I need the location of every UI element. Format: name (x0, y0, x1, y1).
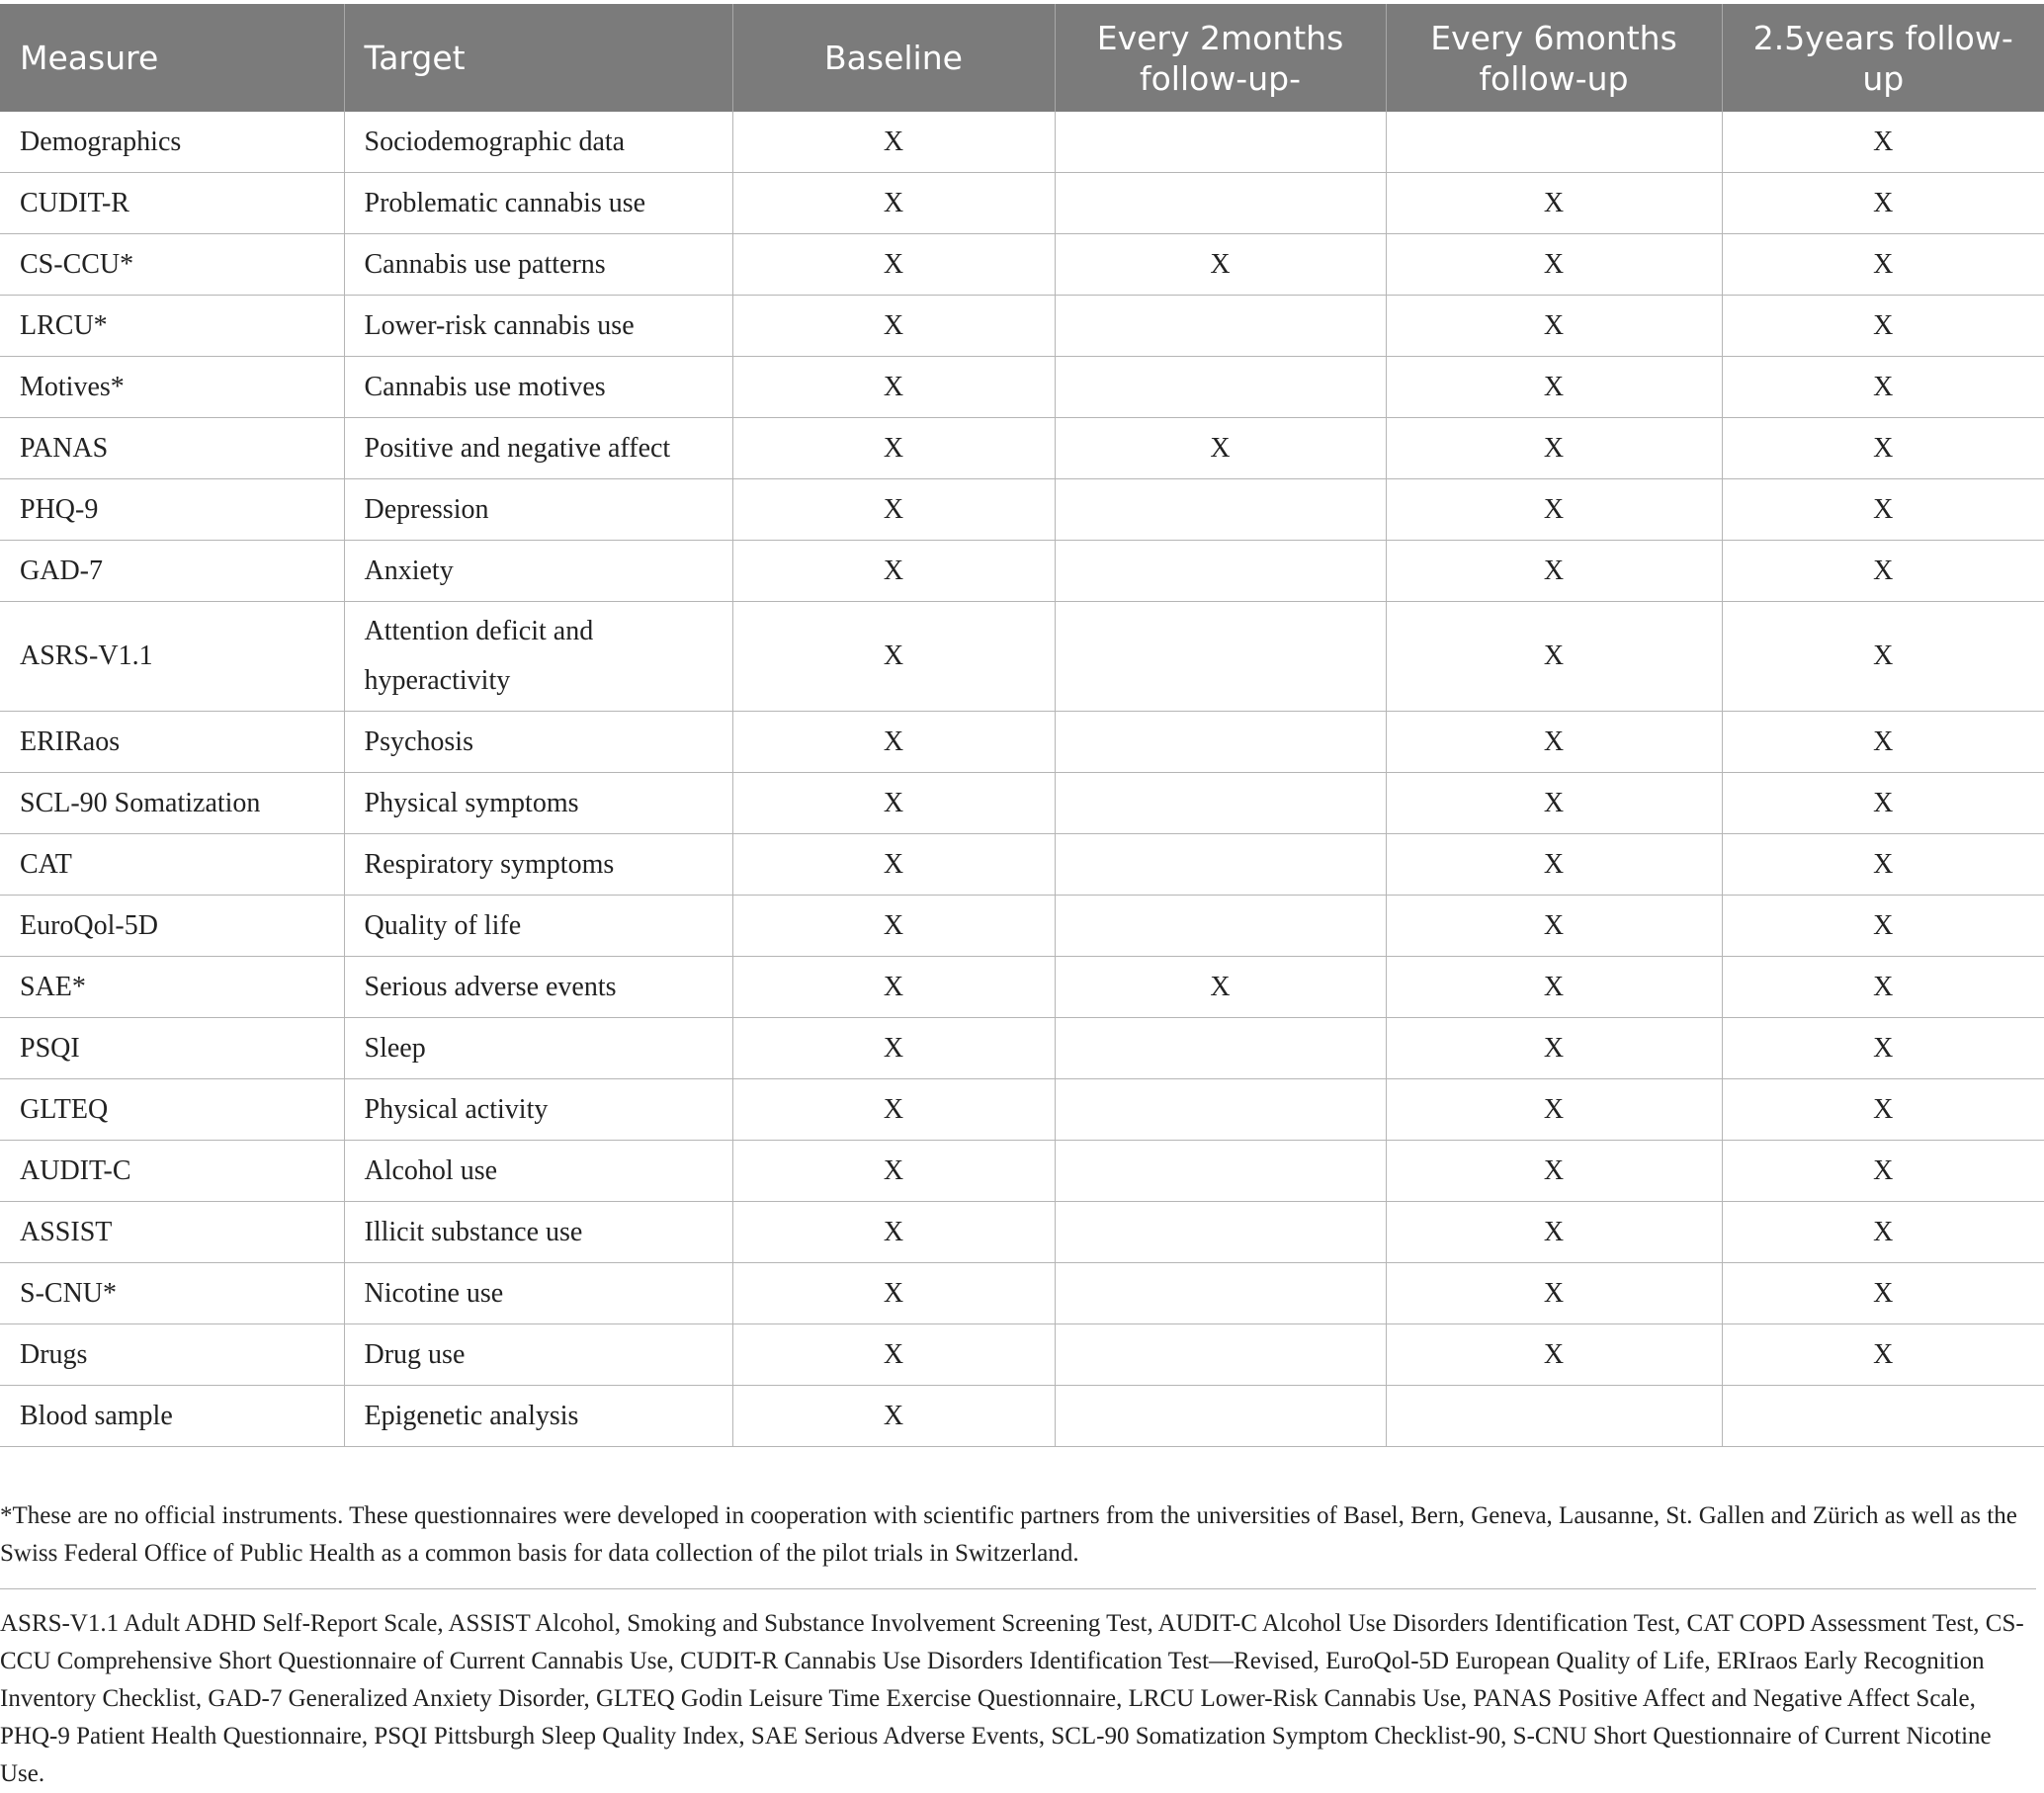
table-body (0, 112, 2044, 1447)
cell-2-5-years: X (1722, 1202, 2044, 1263)
cell-target: Sociodemographic data (344, 112, 732, 173)
cell-measure: PSQI (0, 1018, 344, 1079)
cell-baseline: X (732, 479, 1055, 541)
cell-baseline: X (732, 1386, 1055, 1447)
header-2-5-years: 2.5years follow-up (1722, 4, 2044, 112)
cell-baseline: X (732, 896, 1055, 957)
cell-measure: ERIRaos (0, 712, 344, 773)
cell-target: Epigenetic analysis (344, 1386, 732, 1447)
cell-measure: S-CNU* (0, 1263, 344, 1324)
cell-every-2-months (1055, 1079, 1386, 1141)
cell-measure: SAE* (0, 957, 344, 1018)
cell-target: Positive and negative affect (344, 418, 732, 479)
cell-baseline: X (732, 1141, 1055, 1202)
cell-every-6-months: X (1386, 357, 1722, 418)
cell-every-2-months (1055, 1386, 1386, 1447)
cell-measure: AUDIT-C (0, 1141, 344, 1202)
cell-2-5-years: X (1722, 173, 2044, 234)
cell-target: Anxiety (344, 541, 732, 602)
table-header (0, 4, 2044, 112)
cell-baseline: X (732, 712, 1055, 773)
table-row (0, 1263, 2044, 1324)
cell-measure: Demographics (0, 112, 344, 173)
cell-target: Cannabis use motives (344, 357, 732, 418)
cell-measure: GAD-7 (0, 541, 344, 602)
cell-baseline: X (732, 773, 1055, 834)
cell-target: Illicit substance use (344, 1202, 732, 1263)
cell-every-6-months: X (1386, 234, 1722, 296)
cell-measure: ASSIST (0, 1202, 344, 1263)
cell-measure: EuroQol-5D (0, 896, 344, 957)
cell-baseline: X (732, 112, 1055, 173)
cell-measure: ASRS-V1.1 (0, 602, 344, 712)
cell-every-6-months: X (1386, 418, 1722, 479)
table-row (0, 1386, 2044, 1447)
cell-every-6-months: X (1386, 1079, 1722, 1141)
table-row (0, 112, 2044, 173)
cell-baseline: X (732, 1324, 1055, 1386)
cell-measure: GLTEQ (0, 1079, 344, 1141)
table-notes (0, 1497, 2036, 1793)
cell-every-2-months (1055, 357, 1386, 418)
cell-every-6-months: X (1386, 1202, 1722, 1263)
table-row (0, 357, 2044, 418)
table-row (0, 541, 2044, 602)
cell-measure: LRCU* (0, 296, 344, 357)
cell-every-2-months (1055, 541, 1386, 602)
cell-baseline: X (732, 357, 1055, 418)
cell-baseline: X (732, 1202, 1055, 1263)
cell-baseline: X (732, 602, 1055, 712)
table-row (0, 896, 2044, 957)
cell-every-6-months: X (1386, 957, 1722, 1018)
cell-every-6-months: X (1386, 1263, 1722, 1324)
cell-2-5-years: X (1722, 602, 2044, 712)
table-row (0, 602, 2044, 712)
cell-target: Cannabis use patterns (344, 234, 732, 296)
cell-measure: CUDIT-R (0, 173, 344, 234)
cell-baseline: X (732, 957, 1055, 1018)
cell-every-2-months (1055, 834, 1386, 896)
cell-target: Alcohol use (344, 1141, 732, 1202)
table-row (0, 834, 2044, 896)
measures-table (0, 4, 2044, 1447)
cell-measure: Blood sample (0, 1386, 344, 1447)
cell-measure: PANAS (0, 418, 344, 479)
cell-every-6-months (1386, 1386, 1722, 1447)
cell-2-5-years: X (1722, 957, 2044, 1018)
cell-2-5-years: X (1722, 712, 2044, 773)
abbreviations: ASRS-V1.1 Adult ADHD Self-Report Scale, ASSIST Alcohol, Smoking and Substance Involvement Screening Test, AUDIT-C Alcohol Use Disorders Identification Test, CAT COPD Assessment Test, CS-CCU Comprehensive Short Questionnaire of Current Cannabis Use, CUDIT-R Cannabis Use Disorders Identification Test—Revised, EuroQol-5D European Quality of Life, ERIraos Early Recognition Inventory Checklist, GAD-7 Generalized Anxiety Disorder, GLTEQ Godin Leisure Time Exercise Questionnaire, LRCU Lower-Risk Cannabis Use, PANAS Positive Affect and Negative Affect Scale, PHQ-9 Patient Health Questionnaire, PSQI Pittsburgh Sleep Quality Index, SAE Serious Adverse Events, SCL-90 Somatization Symptom Checklist-90, S-CNU Short Questionnaire of Current Nicotine Use. (0, 1610, 2024, 1787)
cell-target: Nicotine use (344, 1263, 732, 1324)
table-row (0, 1079, 2044, 1141)
cell-target: Problematic cannabis use (344, 173, 732, 234)
table-row (0, 234, 2044, 296)
cell-2-5-years: X (1722, 1141, 2044, 1202)
cell-every-2-months: X (1055, 957, 1386, 1018)
cell-baseline: X (732, 1263, 1055, 1324)
cell-target: Sleep (344, 1018, 732, 1079)
cell-baseline: X (732, 1079, 1055, 1141)
cell-2-5-years: X (1722, 1263, 2044, 1324)
cell-every-6-months: X (1386, 1018, 1722, 1079)
cell-every-2-months (1055, 1141, 1386, 1202)
header-every-6-months: Every 6months follow-up (1386, 4, 1722, 112)
cell-baseline: X (732, 1018, 1055, 1079)
table-row (0, 1324, 2044, 1386)
cell-target: Depression (344, 479, 732, 541)
cell-target: Psychosis (344, 712, 732, 773)
table-row (0, 957, 2044, 1018)
cell-every-6-months: X (1386, 602, 1722, 712)
cell-baseline: X (732, 418, 1055, 479)
cell-target: Serious adverse events (344, 957, 732, 1018)
cell-target: Respiratory symptoms (344, 834, 732, 896)
table-row (0, 418, 2044, 479)
cell-2-5-years: X (1722, 418, 2044, 479)
cell-every-6-months: X (1386, 773, 1722, 834)
cell-2-5-years (1722, 1386, 2044, 1447)
table-row (0, 1141, 2044, 1202)
cell-every-2-months: X (1055, 418, 1386, 479)
cell-baseline: X (732, 296, 1055, 357)
table-row (0, 296, 2044, 357)
header-baseline: Baseline (732, 4, 1055, 112)
header-every-2-months: Every 2months follow-up- (1055, 4, 1386, 112)
cell-every-2-months (1055, 479, 1386, 541)
cell-every-2-months (1055, 1018, 1386, 1079)
cell-2-5-years: X (1722, 1324, 2044, 1386)
cell-target: Drug use (344, 1324, 732, 1386)
table-row (0, 712, 2044, 773)
cell-target: Physical symptoms (344, 773, 732, 834)
cell-baseline: X (732, 541, 1055, 602)
cell-target: Physical activity (344, 1079, 732, 1141)
footnote: *These are no official instruments. These questionnaires were developed in cooperation with scientific partners from the universities of Basel, Bern, Geneva, Lausanne, St. Gallen and Zürich as well as the Swiss Federal Office of Public Health as a common basis for data collection of the pilot trials in Switzerland. (0, 1497, 2036, 1589)
cell-target: Attention deficit and hyperactivity (344, 602, 732, 712)
cell-every-2-months (1055, 173, 1386, 234)
cell-target: Quality of life (344, 896, 732, 957)
cell-2-5-years: X (1722, 1079, 2044, 1141)
table-row (0, 1202, 2044, 1263)
cell-measure: Drugs (0, 1324, 344, 1386)
header-target: Target (344, 4, 732, 112)
cell-every-2-months (1055, 296, 1386, 357)
cell-every-2-months (1055, 712, 1386, 773)
cell-every-6-months: X (1386, 479, 1722, 541)
cell-every-2-months (1055, 112, 1386, 173)
cell-measure: CAT (0, 834, 344, 896)
header-measure: Measure (0, 4, 344, 112)
cell-every-2-months (1055, 602, 1386, 712)
cell-every-2-months (1055, 1202, 1386, 1263)
cell-2-5-years: X (1722, 773, 2044, 834)
cell-every-2-months (1055, 896, 1386, 957)
cell-every-2-months (1055, 773, 1386, 834)
cell-2-5-years: X (1722, 234, 2044, 296)
cell-baseline: X (732, 834, 1055, 896)
cell-baseline: X (732, 234, 1055, 296)
cell-2-5-years: X (1722, 479, 2044, 541)
cell-every-2-months: X (1055, 234, 1386, 296)
table-row (0, 479, 2044, 541)
cell-every-6-months: X (1386, 541, 1722, 602)
cell-2-5-years: X (1722, 541, 2044, 602)
cell-every-6-months: X (1386, 896, 1722, 957)
cell-every-6-months: X (1386, 173, 1722, 234)
cell-every-6-months: X (1386, 712, 1722, 773)
cell-2-5-years: X (1722, 296, 2044, 357)
cell-2-5-years: X (1722, 1018, 2044, 1079)
cell-every-6-months: X (1386, 1324, 1722, 1386)
cell-measure: PHQ-9 (0, 479, 344, 541)
cell-every-6-months (1386, 112, 1722, 173)
cell-measure: CS-CCU* (0, 234, 344, 296)
cell-2-5-years: X (1722, 112, 2044, 173)
cell-2-5-years: X (1722, 357, 2044, 418)
cell-target: Lower-risk cannabis use (344, 296, 732, 357)
cell-every-2-months (1055, 1324, 1386, 1386)
table-row (0, 773, 2044, 834)
cell-every-6-months: X (1386, 296, 1722, 357)
cell-2-5-years: X (1722, 834, 2044, 896)
cell-every-6-months: X (1386, 834, 1722, 896)
cell-2-5-years: X (1722, 896, 2044, 957)
table-row (0, 173, 2044, 234)
cell-baseline: X (732, 173, 1055, 234)
cell-every-6-months: X (1386, 1141, 1722, 1202)
table-row (0, 1018, 2044, 1079)
cell-measure: SCL-90 Somatization (0, 773, 344, 834)
cell-every-2-months (1055, 1263, 1386, 1324)
cell-measure: Motives* (0, 357, 344, 418)
header-row (0, 4, 2044, 112)
